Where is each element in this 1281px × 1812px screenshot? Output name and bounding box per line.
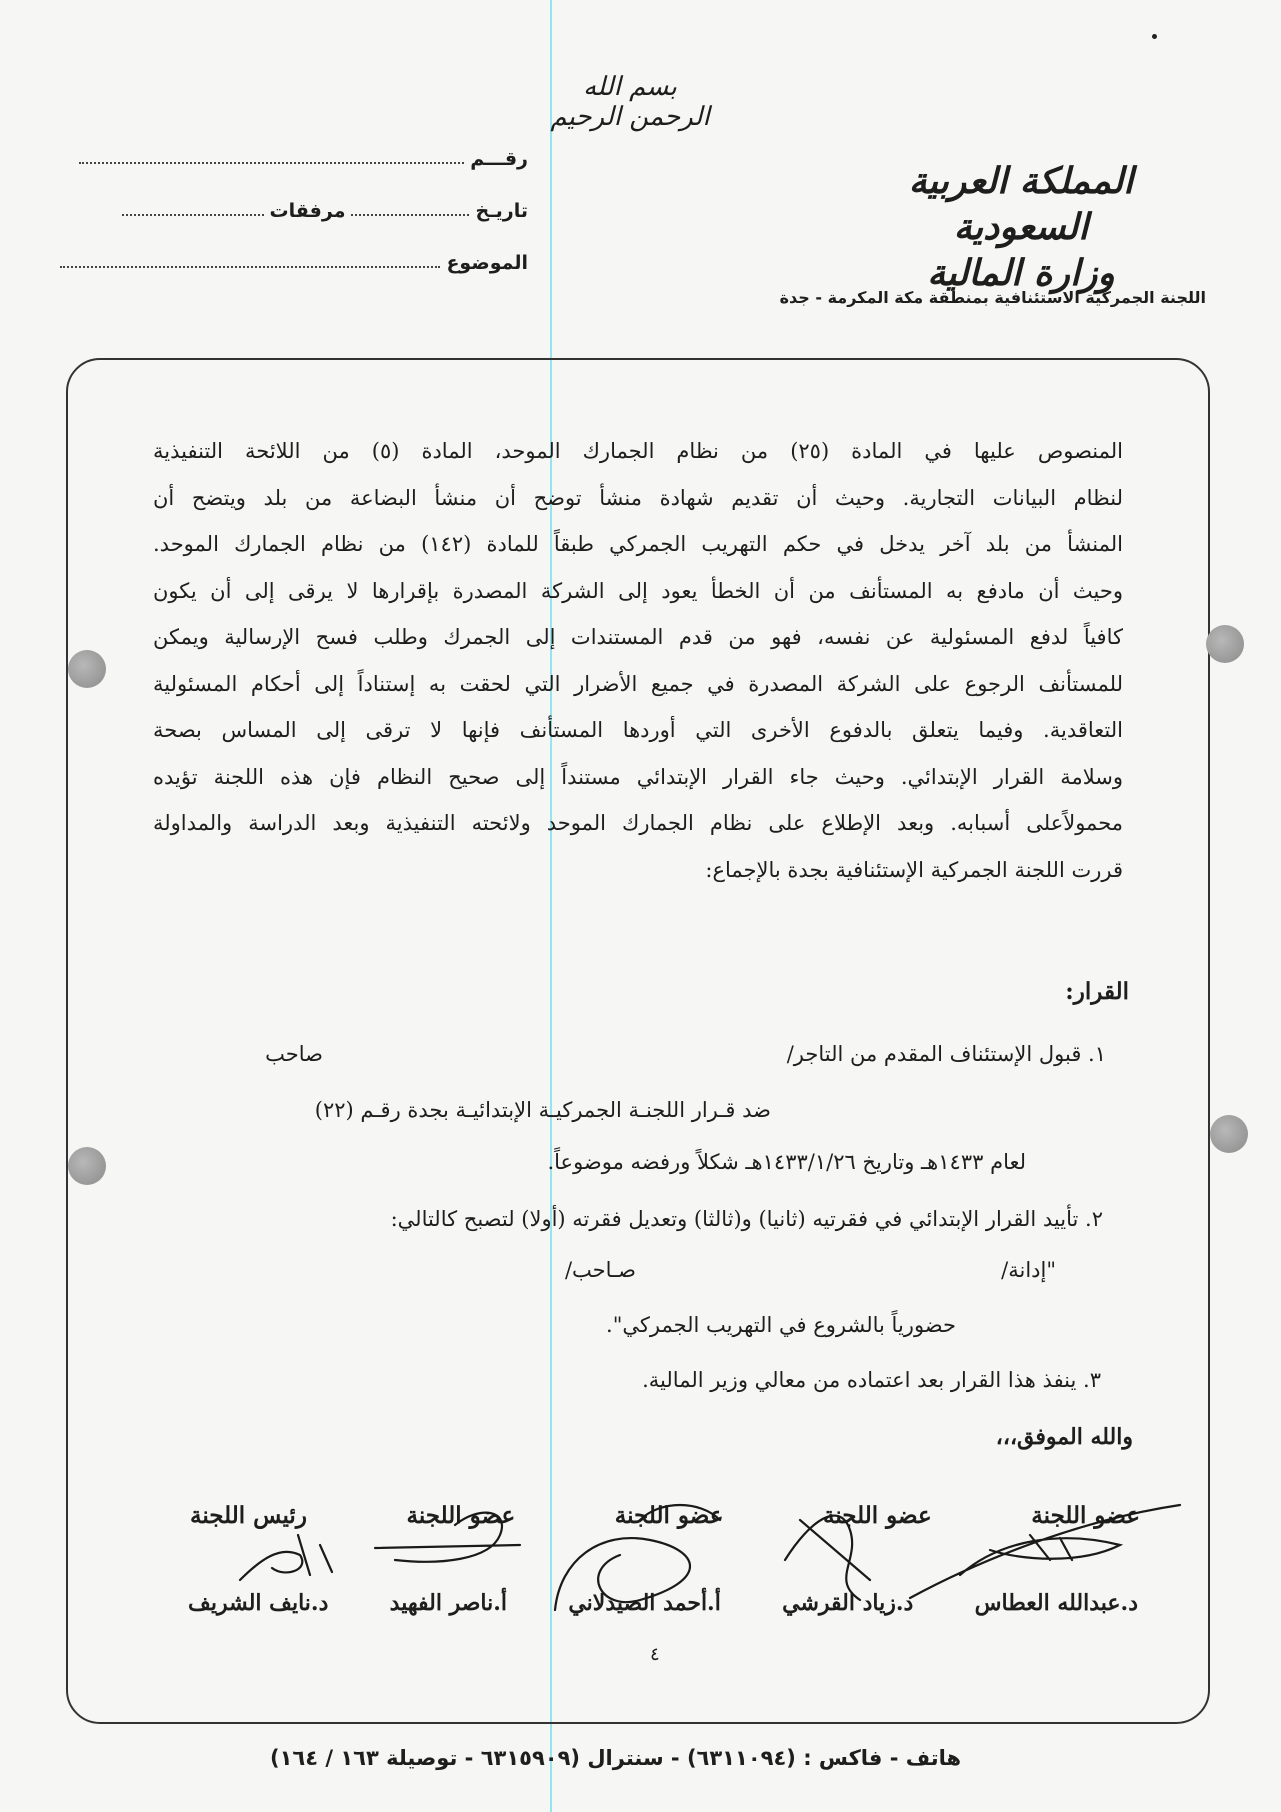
subject-line [60,265,440,268]
number-label: رقـــم [470,148,528,170]
punch-hole [1210,1115,1248,1153]
signature-title: عضو اللجنة [1031,1502,1140,1529]
letterhead-logo [871,158,1171,296]
decision-body [153,428,1123,893]
body-line: لنظام البيانات التجارية. وحيث أن تقديم شهادة منشأ توضح أن منشأ البضاعة من بلد ويتضح أن [153,485,1123,510]
closing-phrase: والله الموفق،،، [995,1424,1133,1450]
number-line [79,161,464,164]
signature-title: عضو اللجنة [614,1502,724,1529]
decision-item-2-line3: حضورياً بالشروع في التهريب الجمركي". [606,1313,956,1337]
body-line: المنصوص عليها في المادة (٢٥) من نظام الجمارك الموحد، المادة (٥) من اللائحة التنفيذية [153,439,1123,463]
body-line: قررت اللجنة الجمركية الإستئنافية بجدة بالإجماع: [705,857,1123,882]
subject-field [54,252,528,274]
date-field [116,200,528,222]
signatory-name: د.عبدالله العطاس [974,1590,1138,1616]
signature-title: عضو اللجنة [406,1502,516,1529]
signatory-name: أ.أحمد الصيدلاني [568,1590,721,1616]
committee-name: اللجنة الجمركية الاستئنافية بمنطقة مكة المكرمة - جدة [779,288,1206,307]
punch-hole [68,650,106,688]
decision-item-1-line2: ضد قـرار اللجنـة الجمركيـة الإبتدائيـة بجدة رقـم (٢٢) [314,1098,771,1122]
signature-title: رئيس اللجنة [190,1502,307,1529]
body-line: كافياً لدفع المسئولية عن نفسه، فهو من قدم المستندات إلى الجمرك وطلب فسح الإرسالية ويمكن [153,625,1123,649]
decision-item-3: ٣. ينفذ هذا القرار بعد اعتماده من معالي وزير المالية. [642,1368,1101,1392]
ministry-name: وزارة المالية [927,252,1115,294]
body-line: المنشأ من بلد آخر يدخل في حكم التهريب الجمركي طبقاً للمادة (١٤٢) من نظام الجمارك الموحد. [153,532,1124,556]
decision-title: القرار: [1065,978,1129,1005]
signatory-name: أ.ناصر الفهيد [389,1590,508,1616]
signature-names [188,1590,1138,1616]
punch-hole [1206,625,1244,663]
contact-footer: هاتف - فاكس : (٦٣١١٠٩٤) - سنترال (٦٣١٥٩٠٩ - توصيلة ١٦٣ / ١٦٤) [270,1746,962,1770]
attachments-label: مرفقات [269,200,346,222]
page-number: ٤ [650,1644,660,1665]
signature-titles [190,1502,1140,1529]
decision-item-1-line3: لعام ١٤٣٣هـ وتاريخ ١٤٣٣/١/٢٦هـ شكلاً ورفضه موضوعاً. [547,1150,1026,1174]
body-line: محمولاًعلى أسبابه. وبعد الإطلاع على نظام الجمارك الموحد ولائحته التنفيذية وبعد الدراسة والمداولة [153,811,1123,835]
body-line: التعاقدية. وفيما يتعلق بالدفوع الأخرى التي أوردها المستأنف فإنها لا ترقى إلى المساس بصحة [153,718,1123,742]
date-label: تاريـخ [475,200,528,222]
scan-speck [1152,34,1157,39]
decision-item-2: ٢. تأييد القرار الإبتدائي في فقرتيه (ثانيا) و(ثالثا) وتعديل فقرته (أولا) لتصبح كالتالي: [390,1207,1103,1231]
number-field [73,148,528,170]
signatory-name: د.نايف الشريف [188,1590,329,1616]
punch-hole [68,1147,106,1185]
basmala-calligraphy: بسم الله الرحمن الرحيم [550,72,710,132]
decision-item-2-owner: صـاحب/ [564,1258,636,1282]
body-line: وحيث أن مادفع به المستأنف من أن الخطأ يعود إلى الشركة المصدرة بإقرارها لا يرقى إلى أن يكون [153,578,1123,603]
decision-item-1-owner: صاحب [265,1042,323,1066]
body-line: للمستأنف الرجوع على الشركة المصدرة في جميع الأضرار التي لحقت به إستناداً إلى أحكام المسئولية [153,671,1123,696]
signature-title: عضو اللجنة [823,1502,932,1529]
decision-item-1: ١. قبول الإستئناف المقدم من التاجر/ [786,1042,1106,1066]
body-line: وسلامة القرار الإبتدائي. وحيث جاء القرار الإبتدائي مستنداً إلى صحيح النظام فإن هذه اللجنة تؤيده [153,764,1123,789]
subject-label: الموضوع [446,252,528,274]
date-line [351,213,469,216]
decision-item-2-conviction: "إدانة/ [1001,1258,1056,1282]
signatory-name: د.زياد القرشي [782,1590,914,1616]
kingdom-name: المملكة العربية السعودية [908,160,1134,248]
attachments-line [122,213,264,216]
